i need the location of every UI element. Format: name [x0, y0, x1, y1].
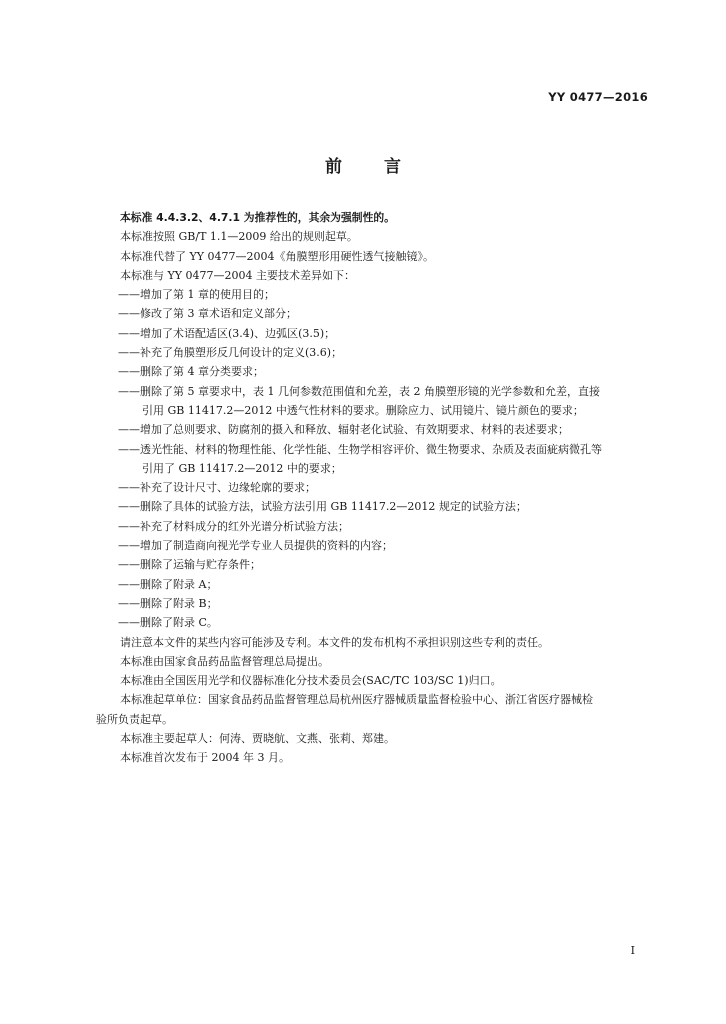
list-item — [118, 517, 650, 536]
list-item-text: ——删除了附录 A； — [118, 577, 218, 591]
list-item — [118, 343, 650, 362]
list-item — [118, 594, 650, 613]
list-item — [118, 613, 650, 632]
list-item — [118, 420, 650, 439]
page-title: 前言 — [325, 157, 443, 177]
replacement-paragraph: 本标准代替了 YY 0477—2004《角膜塑形用硬性透气接触镜》。 — [120, 249, 435, 263]
list-item-text: ——删除了具体的试验方法，试验方法引用 GB 11417.2—2012 规定的试验方法； — [118, 500, 527, 514]
drafters-paragraph: 本标准主要起草人：何涛、贾晓航、文燕、张莉、郑建。 — [120, 732, 395, 746]
proposer-paragraph: 本标准由国家食品药品监督管理总局提出。 — [120, 654, 329, 668]
list-item — [118, 440, 650, 479]
list-item — [118, 478, 650, 497]
list-item — [118, 304, 650, 323]
list-item — [118, 555, 650, 574]
list-item-text: ——增加了术语配适区(3.4)、边弧区(3.5)； — [118, 326, 336, 340]
list-item-text: ——补充了材料成分的红外光谱分析试验方法； — [118, 519, 349, 533]
changes-list — [120, 285, 650, 632]
list-item-text: ——删除了附录 B； — [118, 596, 218, 610]
list-item-text: ——删除了第 4 章分类要求； — [118, 365, 264, 379]
list-item-text: ——修改了第 3 章术语和定义部分； — [118, 307, 297, 321]
list-item-text: ——增加了第 1 章的使用目的； — [118, 288, 275, 302]
list-item-continuation: 引用 GB 11417.2—2012 中透气性材料的要求。删除应力、试用镜片、镜片颜色的要求； — [142, 403, 584, 417]
drafting-units-paragraph — [96, 690, 650, 729]
list-item-text: ——删除了运输与贮存条件； — [118, 558, 261, 572]
list-item — [118, 324, 650, 343]
list-item-text: ——补充了设计尺寸、边缘轮廓的要求； — [118, 481, 316, 495]
list-item — [118, 362, 650, 381]
list-item — [118, 497, 650, 516]
list-item-text: ——增加了制造商向视光学专业人员提供的资料的内容； — [118, 539, 393, 553]
list-item-text: ——透光性能、材料的物理性能、化学性能、生物学相容评价、微生物要求、杂质及表面疵病微孔等 — [118, 442, 602, 456]
list-item-text: ——补充了角膜塑形反几何设计的定义(3.6)； — [118, 346, 343, 360]
first-issued-paragraph: 本标准首次发布于 2004 年 3 月。 — [120, 751, 290, 765]
list-item-text: ——删除了附录 C。 — [118, 616, 218, 630]
list-item — [118, 575, 650, 594]
foreword-body — [96, 208, 650, 768]
list-item — [118, 382, 650, 421]
drafting-units-text: 本标准起草单位：国家食品药品监督管理总局杭州医疗器械质量监督检验中心、浙江省医疗器械检 — [120, 693, 593, 707]
patent-notice-paragraph: 请注意本文件的某些内容可能涉及专利。本文件的发布机构不承担识别这些专利的责任。 — [120, 635, 549, 649]
drafting-units-continuation: 验所负责起草。 — [96, 712, 173, 726]
technical-committee-paragraph: 本标准由全国医用光学和仪器标准化分技术委员会(SAC/TC 103/SC 1)归口。 — [120, 674, 502, 688]
list-item-continuation: 引用了 GB 11417.2—2012 中的要求； — [142, 461, 342, 475]
standard-number: YY 0477—2016 — [548, 90, 648, 104]
drafting-rules-paragraph: 本标准按照 GB/T 1.1—2009 给出的规则起草。 — [120, 230, 358, 244]
list-item-text: ——增加了总则要求、防腐剂的摄入和释放、辐射老化试验、有效期要求、材料的表述要求； — [118, 423, 569, 437]
list-item — [118, 285, 650, 304]
page-number: I — [630, 944, 635, 957]
differences-intro-paragraph: 本标准与 YY 0477—2004 主要技术差异如下： — [120, 268, 356, 282]
list-item-text: ——删除了第 5 章要求中，表 1 几何参数范围值和允差，表 2 角膜塑形镜的光学参数和允差，直接 — [118, 384, 600, 398]
recommendation-statement: 本标准 4.4.3.2、4.7.1 为推荐性的，其余为强制性的。 — [120, 211, 395, 224]
list-item — [118, 536, 650, 555]
